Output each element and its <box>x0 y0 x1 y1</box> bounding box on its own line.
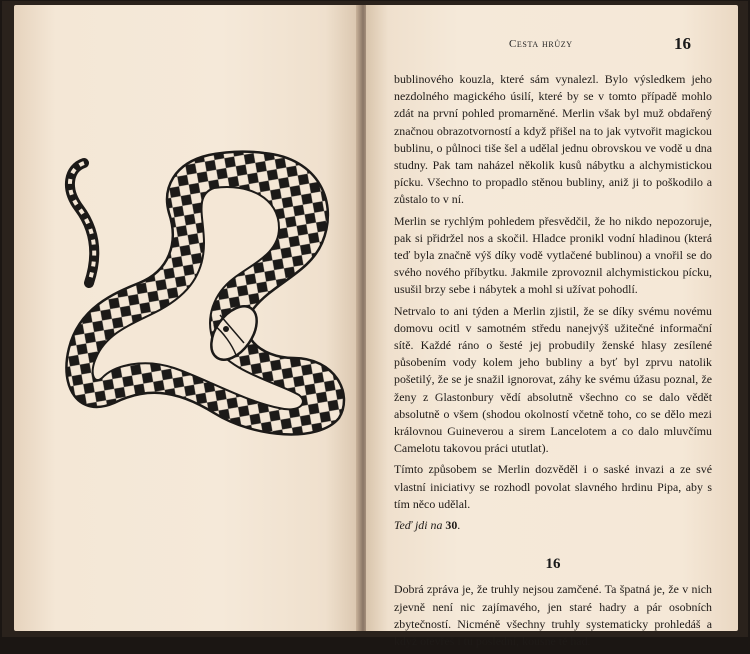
paragraph: Tímto způsobem se Merlin dozvěděl i o saské invazi a ze své vlastní iniciativy se rozhodl povolat slavného hrdinu Pipa, aby s tím něco udělal. <box>394 462 712 511</box>
right-page <box>366 5 738 649</box>
section-paragraph: Dobrá zpráva je, že truhly nejsou zamčené. Ta špatná je, že v nich zjevně není nic zajímavého, jen staré hadry a pár osobních zbytečností. Nicméně všechny truhly systematicky prohledáš a když otevřeš i tu poslední, kousne tě had. <box>394 582 712 649</box>
goto-suffix: . <box>457 518 461 533</box>
paragraph: Netrvalo to ani týden a Merlin zjistil, že se díky svému novému domovu ocitl v samotném středu nanejvýš užitečné informační sítě. Každé ráno o šesté jej probudily ženské hlasy zesílené působením vody kolem jeho bubliny a byť byl zprvu natolik pošetilý, že se je snažil ignorovat, záhy ke svému úžasu poznal, že ženy z Glastonbury vědí absolutně všechno co se dalo vědět absolutně o všem (shodou okolností včetně toho, co se dělo mezi královnou Guineverou a sirem Lancelotem a co dalo mluvčímu Camelotu takovou práci ututlat). <box>394 303 712 456</box>
running-head <box>366 34 738 58</box>
paragraph: Merlin se rychlým pohledem přesvědčil, že ho nikdo nepozoruje, pak si přidržel nos a skočil. Hladce pronikl vodní hladinou (která teď byla značně výš díky vodě vytlačené bublinou) a vnořil se do svého nového příbytku. Jakmile zprovoznil alchymistickou pícku, usušil brzy sebe i nábytek a mohl si užívat pohodlí. <box>394 213 712 297</box>
goto-prefix: Teď jdi na <box>394 518 443 533</box>
section-number: 16 <box>545 556 561 573</box>
open-book <box>2 1 748 649</box>
snake-illustration <box>54 133 354 443</box>
goto-target: 30 <box>445 518 458 533</box>
running-head-title: Cesta hrůzy <box>509 38 573 50</box>
snake-drawing <box>54 133 354 443</box>
paragraph: bublinového kouzla, které sám vynalezl. Bylo výsledkem jeho nezdolného magického úsilí, které by se v tomto případě mohlo zdát na první pohled promarněné. Merlin však byl muž obdařený značnou obrazotvorností a když přišel na to jak vytvořit magickou bublinu, o půlnoci tiše šel a udělal jednu obrovskou ve vodě u dna studny. Pak tam naházel několik kusů nábytku a alchymistickou pícku. Všechno to propadlo stěnou bubliny, aniž ji to poškodilo a zůstalo to v ní. <box>394 72 712 207</box>
page-number: 16 <box>674 34 691 53</box>
left-page <box>14 5 360 631</box>
goto-instruction <box>394 517 712 534</box>
page-text <box>394 71 712 654</box>
